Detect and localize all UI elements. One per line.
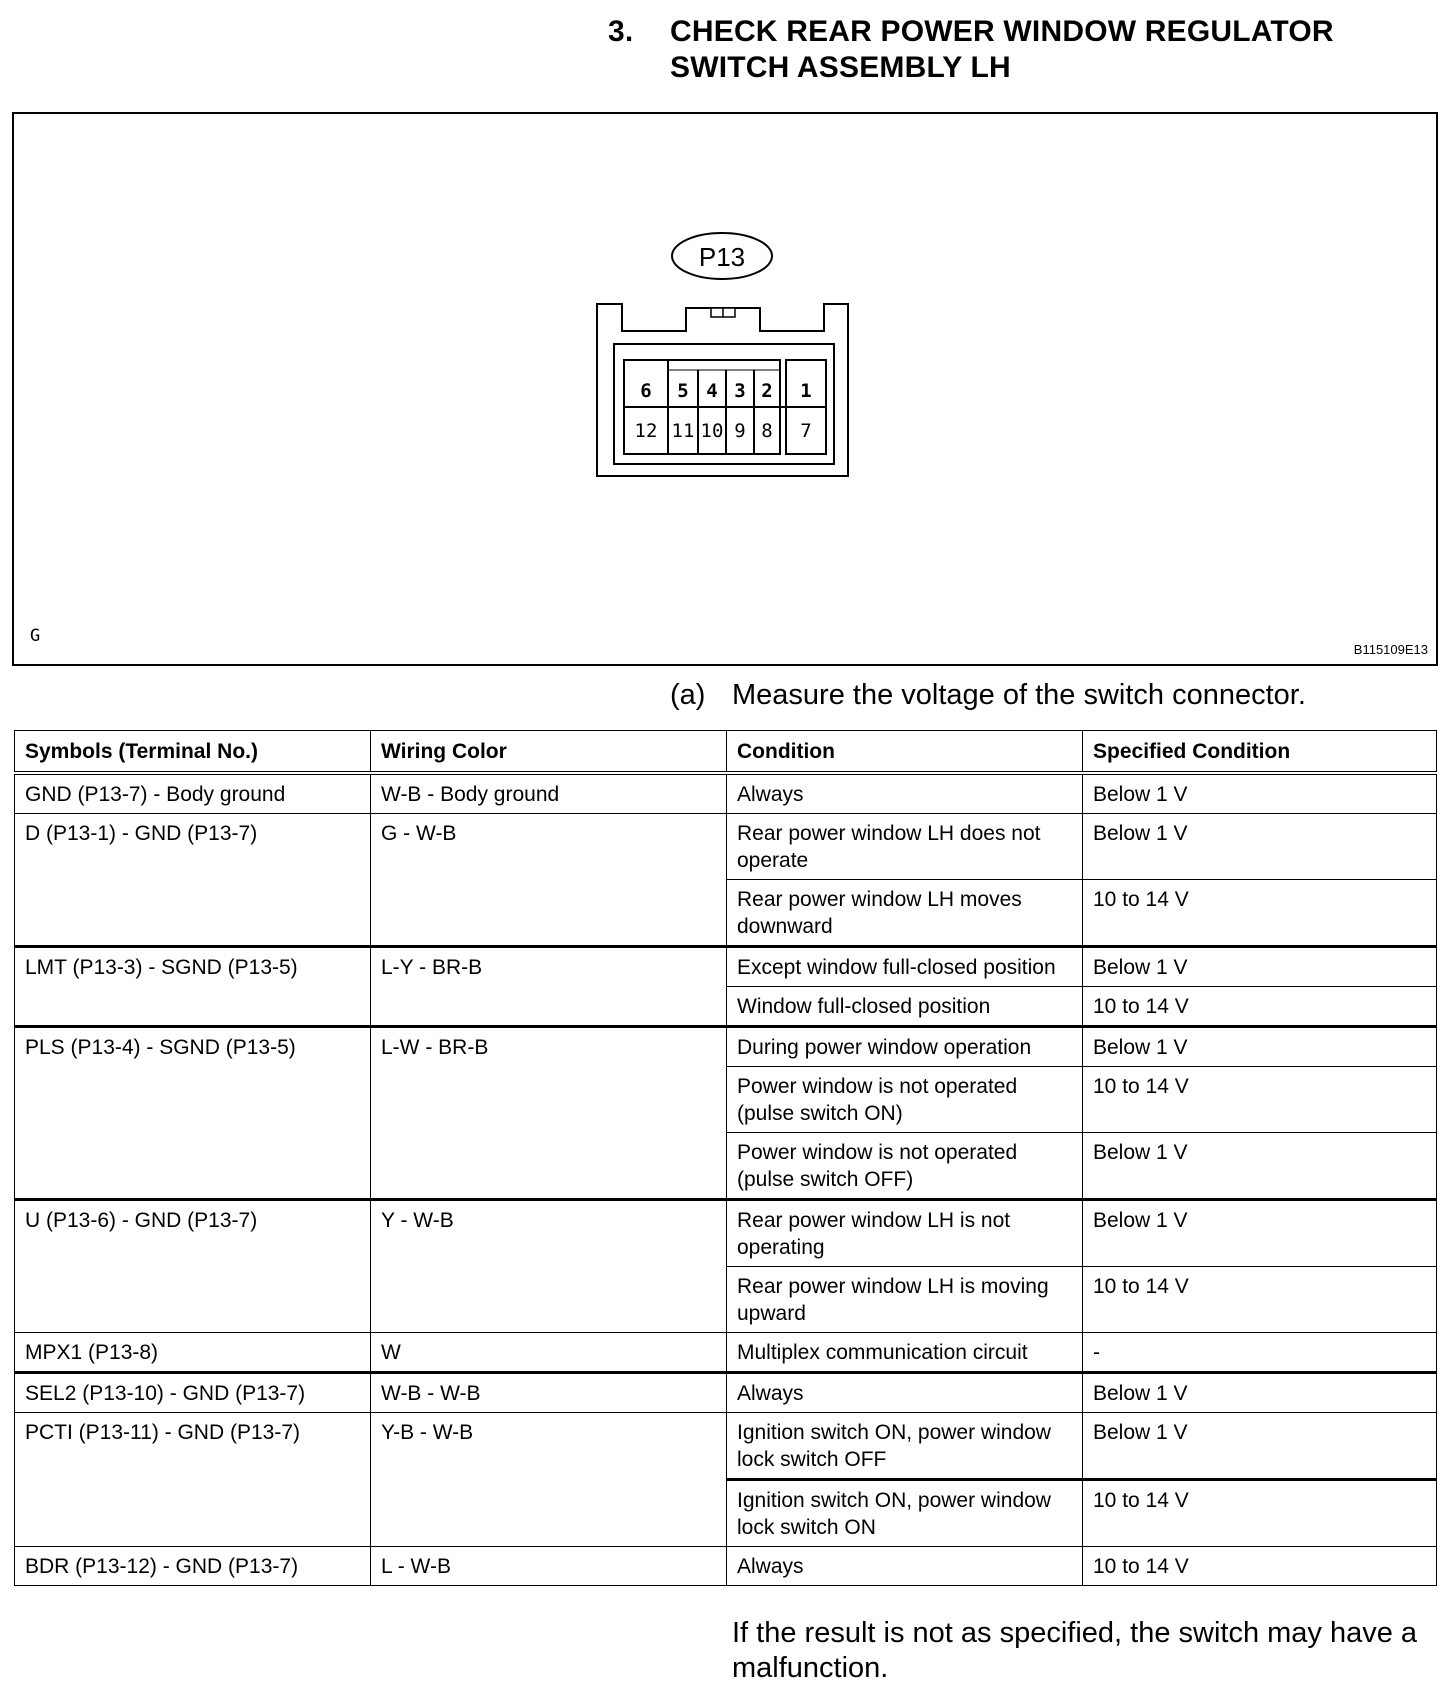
pin-8: 8 [761,420,773,442]
step-title: CHECK REAR POWER WINDOW REGULATOR SWITCH ASSEMBLY LH [670,15,1334,84]
spec-cell: Below 1 V [1083,1027,1437,1067]
spec-cell: Below 1 V [1083,1413,1437,1480]
pin-6: 6 [640,380,652,402]
pin-7: 7 [800,420,812,442]
figure-code: B115109E13 [1353,642,1428,657]
symbol-cell: U (P13-6) - GND (P13-7) [15,1200,371,1333]
wiring-cell: W [371,1333,727,1373]
condition-cell: Except window full-closed position [727,947,1083,987]
pin-9: 9 [734,420,746,442]
table-row [15,814,1437,880]
wiring-cell: L-W - BR-B [371,1027,727,1200]
spec-cell: - [1083,1333,1437,1373]
condition-cell: Window full-closed position [727,987,1083,1027]
pin-1: 1 [800,380,812,402]
connector-diagram [14,114,1436,664]
table-row [15,1333,1437,1373]
pin-2: 2 [761,380,773,402]
condition-cell: Rear power window LH is moving upward [727,1267,1083,1333]
condition-cell: Multiplex communication circuit [727,1333,1083,1373]
wiring-cell: L-Y - BR-B [371,947,727,1027]
wiring-cell: G - W-B [371,814,727,947]
condition-cell: Ignition switch ON, power window lock switch ON [727,1480,1083,1547]
connector-figure [12,112,1438,666]
condition-cell: Power window is not operated (pulse switch OFF) [727,1133,1083,1200]
wiring-cell: Y-B - W-B [371,1413,727,1547]
pin-3: 3 [734,380,746,402]
symbol-cell: GND (P13-7) - Body ground [15,773,371,814]
table-row [15,1373,1437,1413]
table-row [15,773,1437,814]
pin-4: 4 [706,380,718,402]
condition-cell: Rear power window LH moves downward [727,880,1083,947]
table-header-row [15,731,1437,774]
connector-label: P13 [698,242,746,272]
symbol-cell: BDR (P13-12) - GND (P13-7) [15,1547,371,1586]
step-number: 3. [608,15,634,48]
symbol-cell: LMT (P13-3) - SGND (P13-5) [15,947,371,1027]
condition-cell: Ignition switch ON, power window lock switch OFF [727,1413,1083,1480]
spec-cell: 10 to 14 V [1083,1480,1437,1547]
voltage-spec-table [14,730,1437,1586]
header-wiring: Wiring Color [371,731,727,774]
spec-cell: Below 1 V [1083,773,1437,814]
symbol-cell: PLS (P13-4) - SGND (P13-5) [15,1027,371,1200]
pin-10: 10 [700,420,724,442]
spec-cell: Below 1 V [1083,1133,1437,1200]
spec-cell: 10 to 14 V [1083,1267,1437,1333]
spec-cell: Below 1 V [1083,1200,1437,1267]
step-a-label: (a) [670,679,706,711]
condition-cell: Rear power window LH is not operating [727,1200,1083,1267]
header-condition: Condition [727,731,1083,774]
condition-cell: Rear power window LH does not operate [727,814,1083,880]
condition-cell: During power window operation [727,1027,1083,1067]
wiring-cell: L - W-B [371,1547,727,1586]
condition-cell: Always [727,773,1083,814]
spec-cell: 10 to 14 V [1083,880,1437,947]
condition-cell: Power window is not operated (pulse switch ON) [727,1067,1083,1133]
spec-cell: Below 1 V [1083,1373,1437,1413]
result-note: If the result is not as specified, the switch may have a malfunction. [732,1617,1418,1684]
spec-cell: 10 to 14 V [1083,1067,1437,1133]
table-row [15,1027,1437,1067]
spec-cell: 10 to 14 V [1083,1547,1437,1586]
wiring-cell: Y - W-B [371,1200,727,1333]
table-row [15,1200,1437,1267]
table-row [15,1547,1437,1586]
symbol-cell: SEL2 (P13-10) - GND (P13-7) [15,1373,371,1413]
pin-12: 12 [634,420,658,442]
symbol-cell: MPX1 (P13-8) [15,1333,371,1373]
table-row [15,1413,1437,1480]
spec-cell: 10 to 14 V [1083,987,1437,1027]
condition-cell: Always [727,1373,1083,1413]
table-row [15,947,1437,987]
spec-cell: Below 1 V [1083,947,1437,987]
wiring-cell: W-B - Body ground [371,773,727,814]
spec-cell: Below 1 V [1083,814,1437,880]
step-a-text: Measure the voltage of the switch connector. [732,679,1306,711]
symbol-cell: PCTI (P13-11) - GND (P13-7) [15,1413,371,1547]
header-spec: Specified Condition [1083,731,1437,774]
condition-cell: Always [727,1547,1083,1586]
pin-11: 11 [671,420,695,442]
symbol-cell: D (P13-1) - GND (P13-7) [15,814,371,947]
header-symbols: Symbols (Terminal No.) [15,731,371,774]
pin-5: 5 [677,380,689,402]
wiring-cell: W-B - W-B [371,1373,727,1413]
figure-corner-letter: G [30,626,41,646]
